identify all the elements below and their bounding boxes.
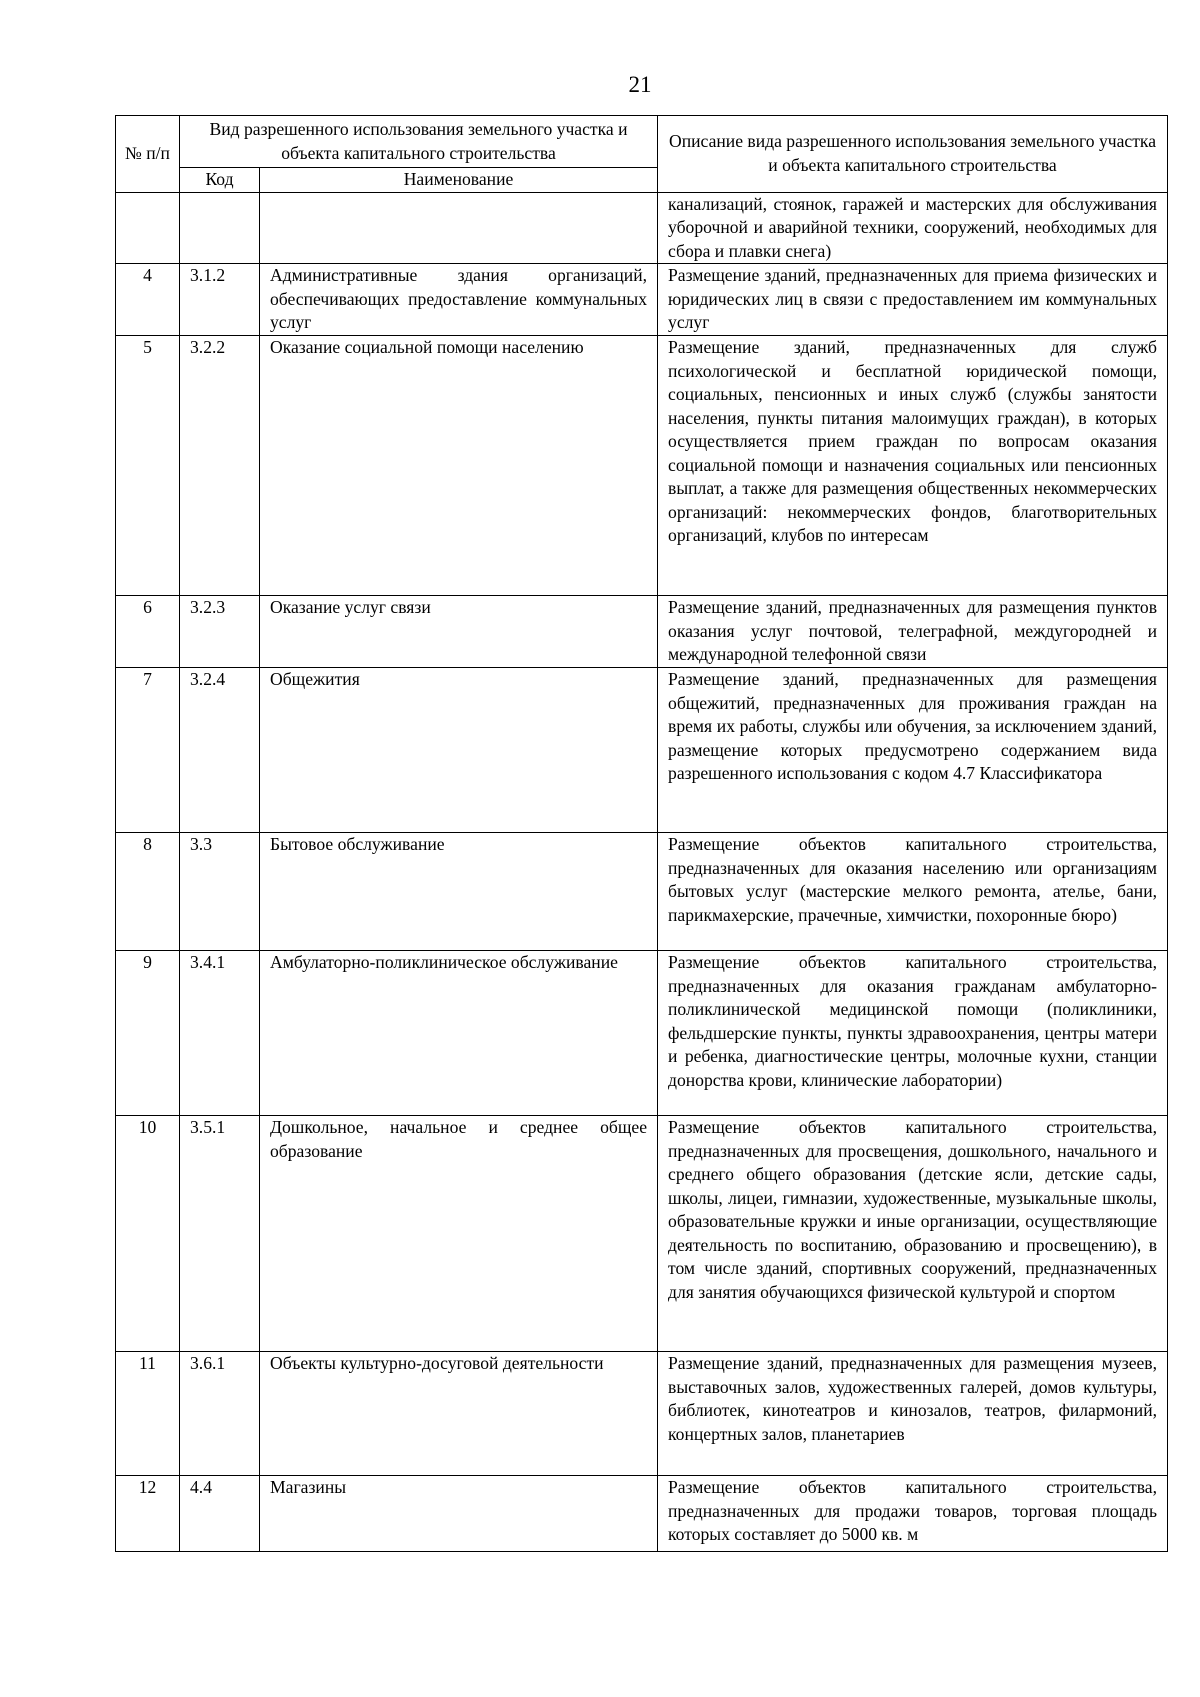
header-code: Код bbox=[180, 168, 260, 193]
row-num: 4 bbox=[116, 264, 180, 336]
row-num bbox=[116, 192, 180, 264]
table-row bbox=[116, 336, 1168, 596]
table-row bbox=[116, 264, 1168, 336]
header-name: Наименование bbox=[260, 168, 658, 193]
row-num: 8 bbox=[116, 833, 180, 951]
row-name: Амбулаторно-поликлиническое обслуживание bbox=[260, 951, 658, 1116]
row-code: 3.2.2 bbox=[180, 336, 260, 596]
row-code: 3.2.4 bbox=[180, 668, 260, 833]
row-code: 3.5.1 bbox=[180, 1116, 260, 1352]
page-number: 21 bbox=[628, 72, 652, 97]
row-description: Размещение зданий, предназначенных для размещения музеев, выставочных залов, художественных галерей, домов культуры, библиотек, кинотеатров и кинозалов, театров, филармоний, концертных залов, планетариев bbox=[658, 1352, 1168, 1476]
row-num: 7 bbox=[116, 668, 180, 833]
row-code: 4.4 bbox=[180, 1476, 260, 1552]
row-description: Размещение объектов капитального строительства, предназначенных для оказания гражданам амбулаторно-поликлинической медицинской помощи (поликлиники, фельдшерские пункты, пункты здравоохранения, центры матери и ребенка, диагностические центры, молочные кухни, станции донорства крови, клинические лаборатории) bbox=[658, 951, 1168, 1116]
table-row bbox=[116, 1352, 1168, 1476]
table-row bbox=[116, 951, 1168, 1116]
row-name: Бытовое обслуживание bbox=[260, 833, 658, 951]
row-name: Оказание услуг связи bbox=[260, 596, 658, 668]
table-row bbox=[116, 596, 1168, 668]
header-num: № п/п bbox=[116, 116, 180, 193]
row-description: Размещение зданий, предназначенных для приема физических и юридических лиц в связи с предоставлением им коммунальных услуг bbox=[658, 264, 1168, 336]
table-row bbox=[116, 833, 1168, 951]
row-name: Магазины bbox=[260, 1476, 658, 1552]
row-code bbox=[180, 192, 260, 264]
row-num: 10 bbox=[116, 1116, 180, 1352]
header-description: Описание вида разрешенного использования земельного участка и объекта капитального строительства bbox=[658, 116, 1168, 193]
header-group: Вид разрешенного использования земельного участка и объекта капитального строительства bbox=[180, 116, 658, 168]
row-name: Общежития bbox=[260, 668, 658, 833]
row-description: Размещение объектов капитального строительства, предназначенных для просвещения, дошкольного, начального и среднего общего образования (детские ясли, детские сады, школы, лицеи, гимназии, художественные, музыкальные школы, образовательные кружки и иные организации, осуществляющие деятельность по воспитанию, образованию и просвещению), в том числе зданий, спортивных сооружений, предназначенных для занятия обучающихся физической культурой и спортом bbox=[658, 1116, 1168, 1352]
row-name: Административные здания организаций, обеспечивающих предоставление коммунальных услуг bbox=[260, 264, 658, 336]
land-use-table bbox=[115, 115, 1168, 1552]
row-name: Оказание социальной помощи населению bbox=[260, 336, 658, 596]
table-row bbox=[116, 192, 1168, 264]
row-description: Размещение объектов капитального строительства, предназначенных для оказания населению или организациям бытовых услуг (мастерские мелкого ремонта, ателье, бани, парикмахерские, прачечные, химчистки, похоронные бюро) bbox=[658, 833, 1168, 951]
row-description: Размещение зданий, предназначенных для размещения пунктов оказания услуг почтовой, телеграфной, междугородней и международной телефонной связи bbox=[658, 596, 1168, 668]
row-num: 6 bbox=[116, 596, 180, 668]
row-code: 3.2.3 bbox=[180, 596, 260, 668]
row-num: 5 bbox=[116, 336, 180, 596]
row-name: Объекты культурно-досуговой деятельности bbox=[260, 1352, 658, 1476]
row-num: 9 bbox=[116, 951, 180, 1116]
row-description: Размещение зданий, предназначенных для размещения общежитий, предназначенных для проживания граждан на время их работы, службы или обучения, за исключением зданий, размещение которых предусмотрено содержанием вида разрешенного использования с кодом 4.7 Классификатора bbox=[658, 668, 1168, 833]
table-row bbox=[116, 1476, 1168, 1552]
row-code: 3.4.1 bbox=[180, 951, 260, 1116]
table-row bbox=[116, 1116, 1168, 1352]
row-description: Размещение зданий, предназначенных для служб психологической и бесплатной юридической помощи, социальных, пенсионных и иных служб (службы занятости населения, пункты питания малоимущих граждан), в которых осуществляется прием граждан по вопросам оказания социальной помощи и назначения социальных или пенсионных выплат, а также для размещения общественных некоммерческих организаций: некоммерческих фондов, благотворительных организаций, клубов по интересам bbox=[658, 336, 1168, 596]
row-description: Размещение объектов капитального строительства, предназначенных для продажи товаров, торговая площадь которых составляет до 5000 кв. м bbox=[658, 1476, 1168, 1552]
row-name: Дошкольное, начальное и среднее общее образование bbox=[260, 1116, 658, 1352]
row-num: 12 bbox=[116, 1476, 180, 1552]
row-code: 3.1.2 bbox=[180, 264, 260, 336]
row-code: 3.6.1 bbox=[180, 1352, 260, 1476]
row-num: 11 bbox=[116, 1352, 180, 1476]
table-row bbox=[116, 668, 1168, 833]
row-code: 3.3 bbox=[180, 833, 260, 951]
row-description: канализаций, стоянок, гаражей и мастерских для обслуживания уборочной и аварийной техники, сооружений, необходимых для сбора и плавки снега) bbox=[658, 192, 1168, 264]
row-name bbox=[260, 192, 658, 264]
